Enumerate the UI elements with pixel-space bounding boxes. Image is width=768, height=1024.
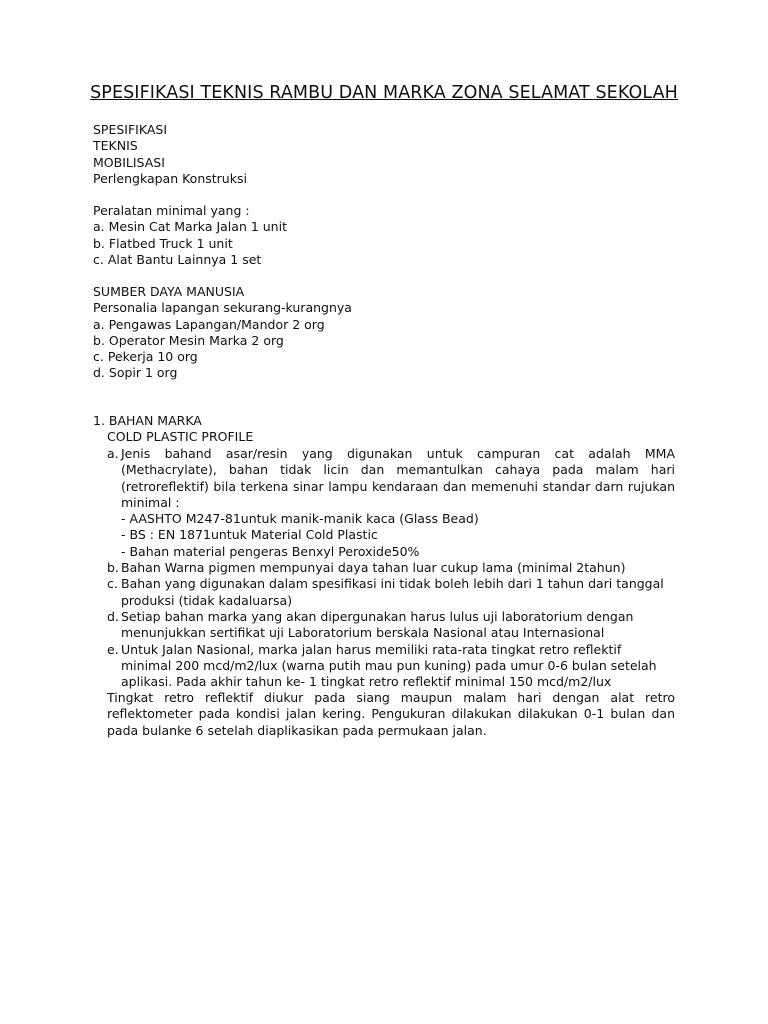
bahan-section-header: [93, 413, 693, 446]
sdm-section: [93, 284, 693, 382]
bahan-subheading: COLD PLASTIC PROFILE: [107, 429, 254, 445]
list-item: [107, 560, 675, 576]
header-line: Perlengkapan Konstruksi: [93, 170, 247, 186]
bahan-list: [107, 446, 675, 690]
list-marker: e.: [107, 641, 119, 657]
standard-reference: - BS : EN 1871untuk Material Cold Plastic: [121, 527, 378, 543]
list-item-text: Jenis bahand asar/resin yang digunakan untuk campuran cat adalah MMA (Methacrylate), bahan tidak licin dan memantulkan cahaya pada malam hari (retroreflektif) bila terkena sinar lampu kendaraan dan memenuhi standar darn rujukan minimal :: [121, 446, 675, 510]
sdm-subheading: Personalia lapangan sekurang-kurangnya: [93, 300, 352, 316]
sdm-item: b. Operator Mesin Marka 2 org: [93, 332, 284, 348]
list-item-text: Untuk Jalan Nasional, marka jalan harus memiliki rata-rata tingkat retro reflektif minimal 200 mcd/m2/lux (warna putih mau pun kuning) pada umur 0-6 bulan setelah aplikasi. Pada akhir tahun ke- 1 tingkat retro reflektif minimal 150 mcd/m2/lux: [121, 641, 657, 690]
sdm-item: d. Sopir 1 org: [93, 365, 178, 381]
measurement-paragraph: Tingkat retro reflektif diukur pada siang maupun malam hari dengan alat retro reflektometer pada kondisi jalan kering. Pengukuran dilakukan dilakukan 0-1 bulan dan pada bulanke 6 setelah diaplikasikan pada permukaan jalan.: [107, 690, 675, 738]
list-item: [107, 642, 675, 691]
list-item: [107, 446, 675, 560]
standard-reference: - Bahan material pengeras Benxyl Peroxide50%: [121, 543, 420, 559]
sdm-heading: SUMBER DAYA MANUSIA: [93, 284, 245, 299]
list-item-text: Bahan Warna pigmen mempunyai daya tahan luar cukup lama (minimal 2tahun): [121, 560, 626, 576]
list-marker: d.: [107, 608, 119, 624]
sdm-item: a. Pengawas Lapangan/Mandor 2 org: [93, 316, 325, 332]
list-marker: c.: [107, 576, 118, 592]
sdm-item: c. Pekerja 10 org: [93, 349, 198, 365]
list-marker: b.: [107, 560, 119, 576]
list-marker: a.: [107, 446, 119, 461]
header-line: MOBILISASI: [93, 154, 165, 170]
list-item: [107, 609, 675, 642]
peralatan-item: b. Flatbed Truck 1 unit: [93, 235, 233, 251]
peralatan-section: [93, 203, 693, 268]
header-block: [93, 122, 693, 187]
bahan-heading: 1. BAHAN MARKA: [93, 413, 202, 428]
peralatan-item: c. Alat Bantu Lainnya 1 set: [93, 251, 262, 267]
standard-reference: - AASHTO M247-81untuk manik-manik kaca (Glass Bead): [121, 511, 479, 527]
list-item: [107, 576, 675, 609]
header-line: TEKNIS: [93, 138, 138, 154]
peralatan-heading: Peralatan minimal yang :: [93, 203, 250, 218]
header-line: SPESIFIKASI: [93, 122, 168, 137]
peralatan-item: a. Mesin Cat Marka Jalan 1 unit: [93, 219, 287, 235]
document-title: SPESIFIKASI TEKNIS RAMBU DAN MARKA ZONA SELAMAT SEKOLAH: [90, 83, 678, 103]
list-item-text: Setiap bahan marka yang akan dipergunakan harus lulus uji laboratorium dengan menunjukkan sertifikat uji Laboratorium berskala Nasional atau Internasional: [121, 608, 634, 641]
list-item-text: Bahan yang digunakan dalam spesifikasi ini tidak boleh lebih dari 1 tahun dari tanggal produksi (tidak kadaluarsa): [121, 576, 664, 608]
